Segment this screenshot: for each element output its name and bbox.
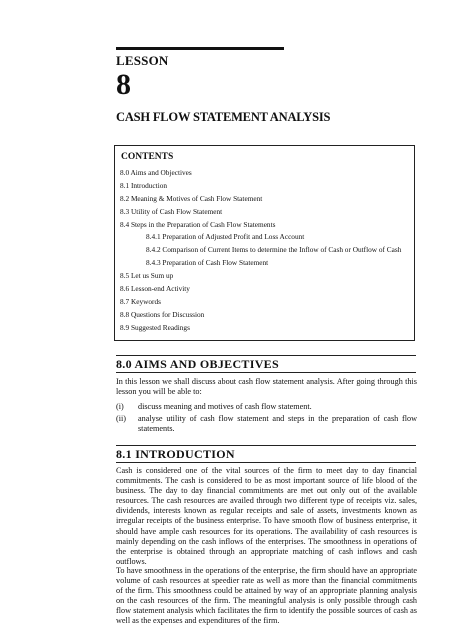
list-marker: (ii) bbox=[116, 414, 127, 423]
section-heading-introduction: 8.1 INTRODUCTION bbox=[116, 447, 235, 461]
contents-list bbox=[120, 167, 410, 335]
contents-subitem: 8.4.2 Comparison of Current Items to determine the Inflow of Cash or Outflow of Cash bbox=[146, 245, 402, 255]
contents-item: 8.6 Lesson-end Activity bbox=[120, 284, 190, 294]
contents-item: 8.8 Questions for Discussion bbox=[120, 309, 205, 319]
top-rule bbox=[116, 47, 284, 50]
section-rule-bottom bbox=[116, 372, 416, 373]
contents-box bbox=[114, 145, 415, 341]
contents-item: 8.0 Aims and Objectives bbox=[120, 168, 192, 177]
lesson-number: 8 bbox=[116, 68, 131, 101]
lesson-label: LESSON bbox=[116, 53, 169, 68]
contents-subitem: 8.4.3 Preparation of Cash Flow Statement bbox=[146, 258, 269, 268]
lesson-title: CASH FLOW STATEMENT ANALYSIS bbox=[116, 110, 331, 124]
aims-list-item bbox=[116, 414, 417, 436]
contents-item: 8.4 Steps in the Preparation of Cash Flow Statements bbox=[120, 219, 276, 229]
contents-item: 8.5 Let us Sum up bbox=[120, 271, 174, 281]
list-marker: (i) bbox=[116, 402, 124, 411]
list-text: discuss meaning and motives of cash flow statement. bbox=[138, 402, 312, 411]
aims-intro-paragraph: In this lesson we shall discuss about cash flow statement analysis. After going through this lesson you will be able to: bbox=[116, 377, 417, 397]
list-text: analyse utility of cash flow statement and steps in the preparation of cash flow statements. bbox=[138, 414, 417, 434]
section-rule-bottom bbox=[116, 462, 416, 463]
contents-item: 8.2 Meaning & Motives of Cash Flow Statement bbox=[120, 193, 263, 203]
contents-item: 8.1 Introduction bbox=[120, 180, 168, 190]
section-rule-top bbox=[116, 445, 416, 446]
aims-list-item bbox=[116, 402, 417, 413]
contents-item: 8.7 Keywords bbox=[120, 296, 161, 306]
contents-item: 8.3 Utility of Cash Flow Statement bbox=[120, 206, 223, 216]
intro-paragraph-1: Cash is considered one of the vital sources of the firm to meet day to day financial commitments. The cash is considered to be as most important source of life blood of the business. The day to day financial commitments are met out only out of the available resources. The cash resources are availed through two different type of receipts viz. sales, dividends, interests known as regular receipts and sale of assets, investments known as irregular receipts of the business enterprise. To have smooth flow of business enterprise, it should have ample cash resources for its operations. The availability of cash resources is mainly depending on the cash inflows of the enterprises. The smoothness in operations of the enterprise is obtained through an appropriate matching of cash inflows and cash outflows. bbox=[116, 466, 417, 566]
intro-paragraph-2: To have smoothness in the operations of the enterprise, the firm should have an appropriate volume of cash resources at speedier rate as well as more than the financial commitments of the firm. This smoothness could be attained by way of an appropriate planning analysis on the cash resources of the firm. The meaningful analysis is only possible through cash flow statement analysis which facilitates the firm to identify the possible sources of cash as well as the expenses and expenditures of the firm. bbox=[116, 566, 417, 626]
contents-subitem: 8.4.1 Preparation of Adjusted Profit and Loss Account bbox=[146, 232, 305, 242]
section-heading-aims: 8.0 AIMS AND OBJECTIVES bbox=[116, 357, 279, 371]
section-rule-top bbox=[116, 355, 416, 356]
contents-item: 8.9 Suggested Readings bbox=[120, 322, 190, 332]
contents-heading: CONTENTS bbox=[121, 152, 174, 162]
